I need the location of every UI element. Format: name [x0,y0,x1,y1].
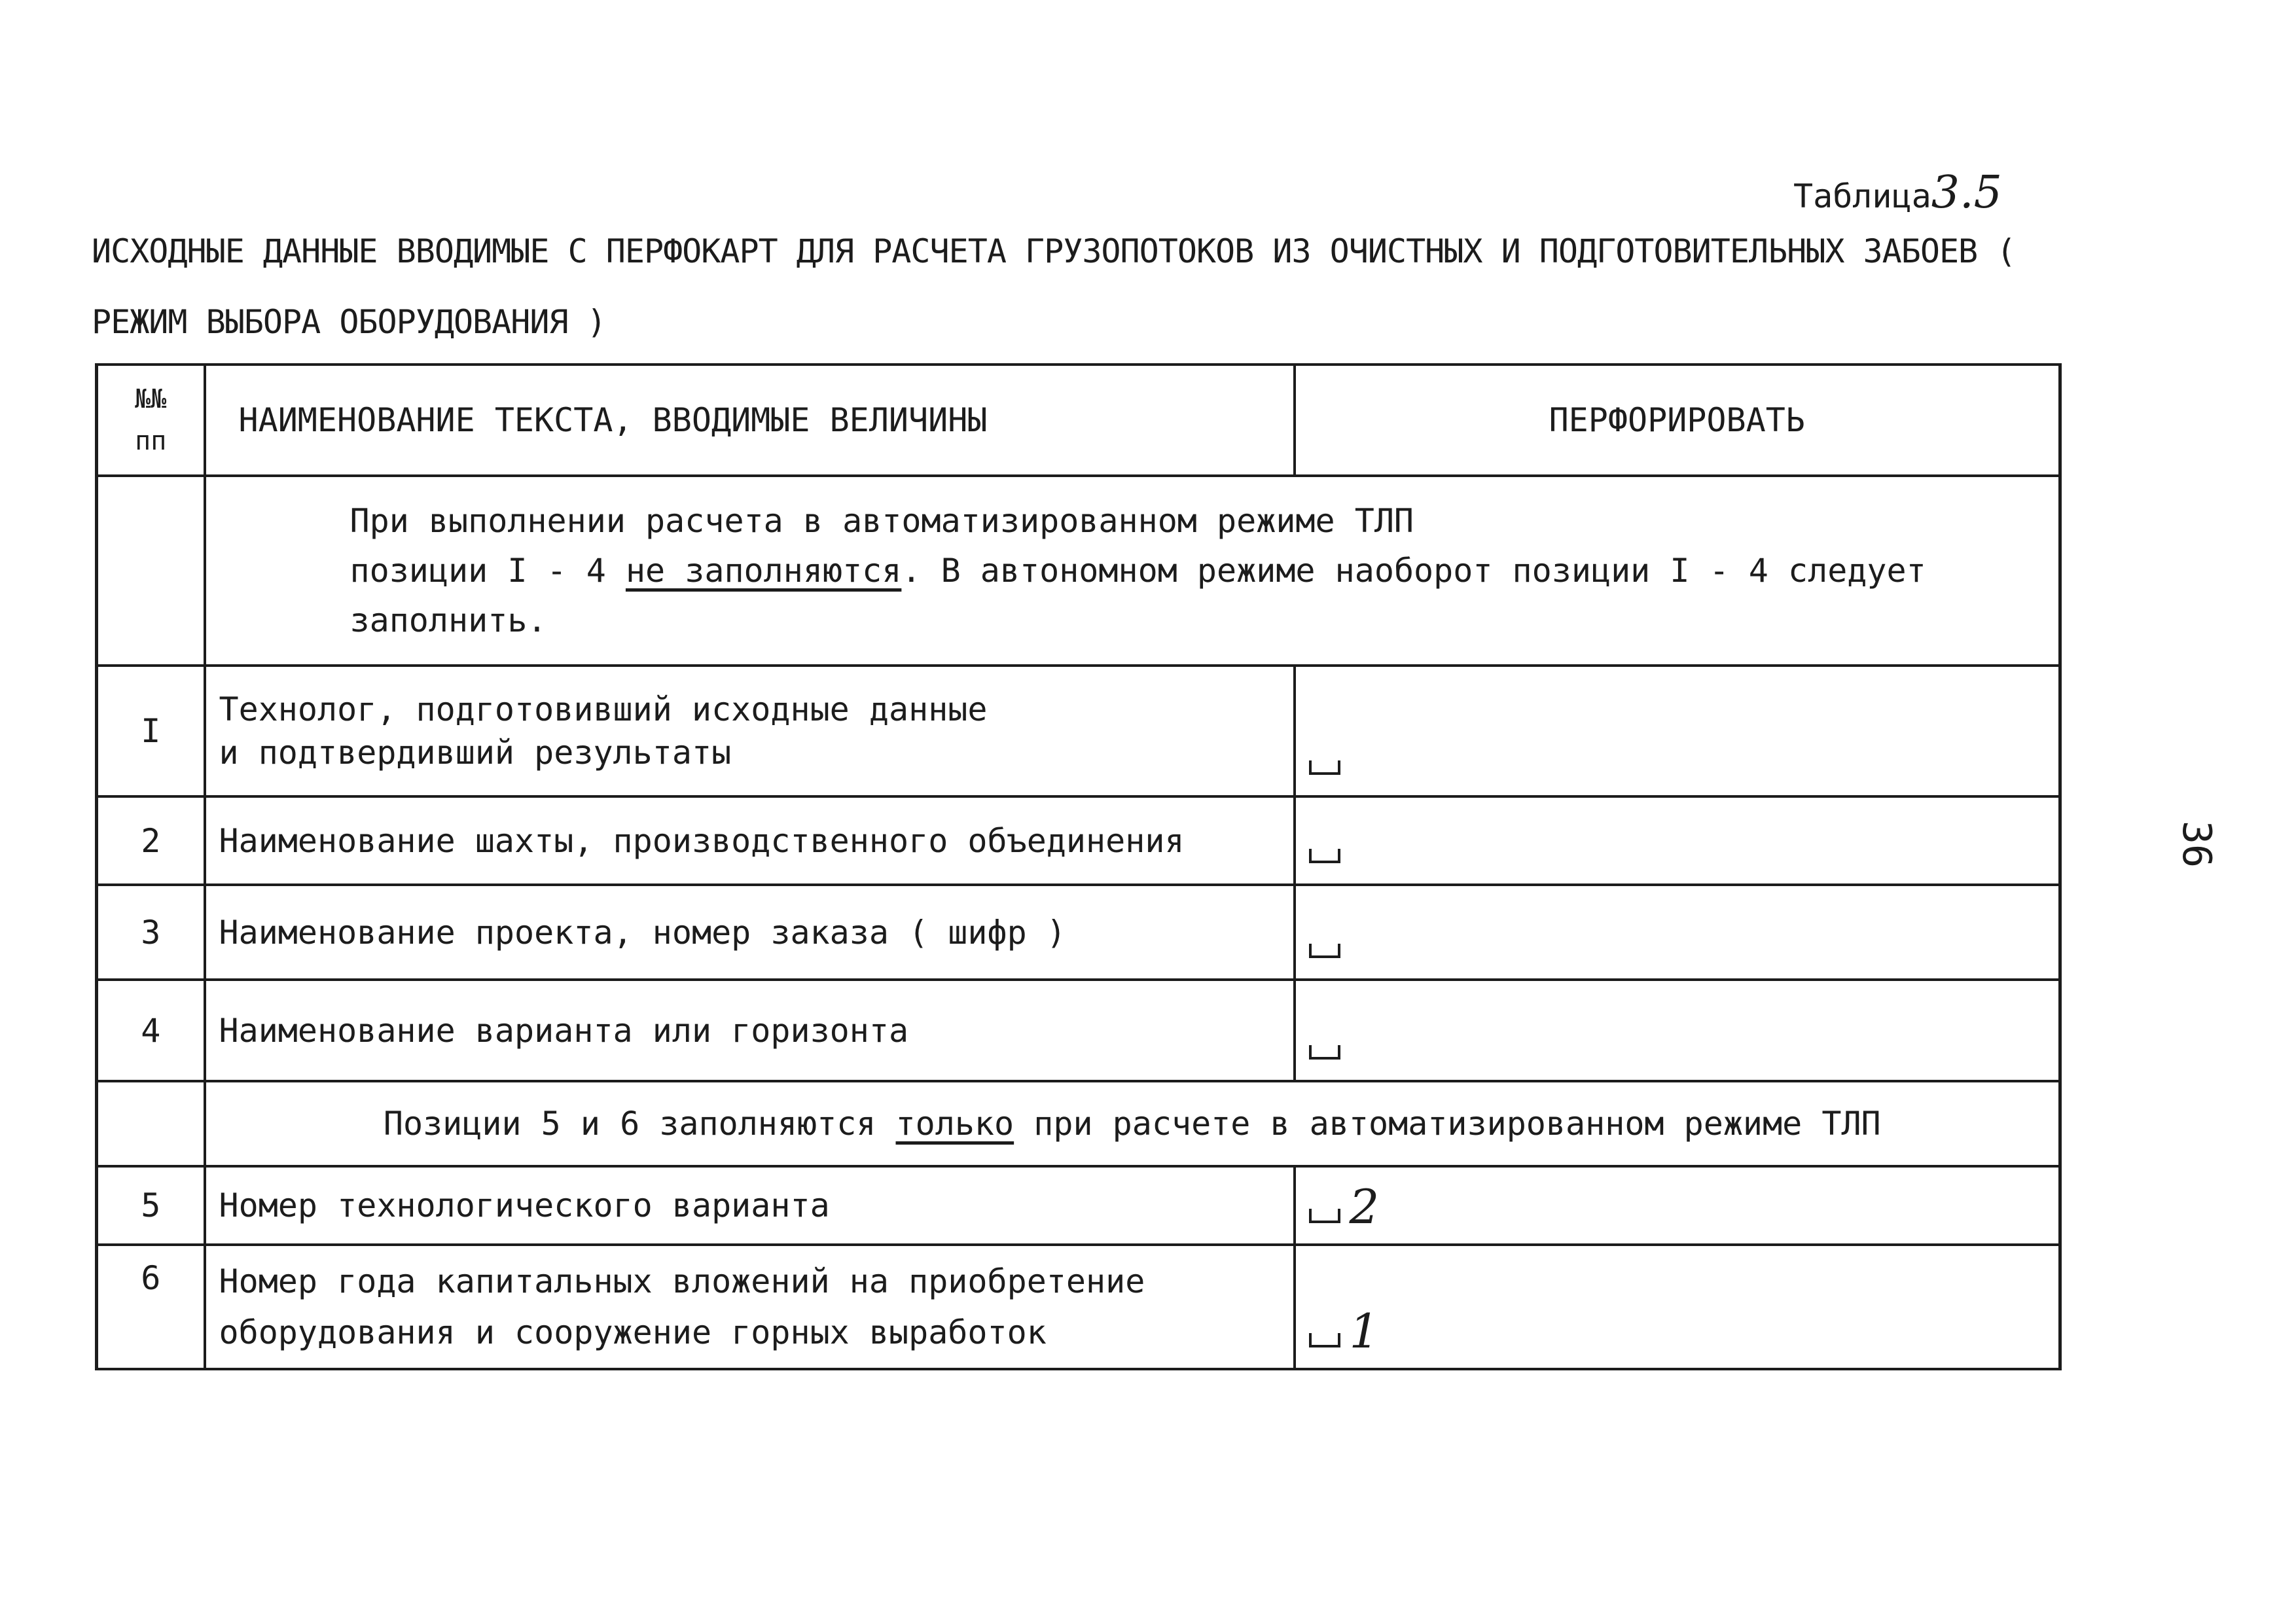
row-description-line: Технолог, подготовивший исходные данные [219,690,988,728]
header-num-cell [97,365,205,476]
table-label-number: 3.5 [1931,167,2002,219]
row-description-line: Номер года капитальных вложений на приобретение [219,1262,1145,1300]
row-description: Номер технологического варианта [205,1166,1295,1245]
note-5-6-end: при расчете в автоматизированном режиме ТЛП [1014,1105,1881,1143]
row-description-line: оборудования и сооружение горных выработок [219,1313,1047,1351]
note-5-6-underlined: только [895,1105,1014,1143]
note-underlined-text: не заполняются [625,552,902,590]
header-name-cell: НАИМЕНОВАНИЕ ТЕКСТА, ВВОДИМЫЕ ВЕЛИЧИНЫ [205,365,1295,476]
table-row [97,1245,2060,1369]
table-row [97,1166,2060,1245]
punch-field[interactable] [1295,980,2060,1081]
row-description [205,666,1295,796]
punch-field[interactable] [1295,666,2060,796]
punch-value: 2 [1349,1179,1380,1234]
note-line-2 [350,546,2046,596]
note-row-5-6 [97,1081,2060,1166]
note-cell [205,476,2060,666]
row-description: Наименование шахты, производственного объединения [205,796,1295,885]
header-num-line2: пп [135,426,167,456]
row-number: 6 [97,1245,205,1369]
punch-field[interactable] [1295,1245,2060,1369]
space-symbol-icon [1309,1209,1340,1223]
space-symbol-icon [1309,1333,1340,1347]
table-row [97,885,2060,980]
input-data-table [95,363,2062,1370]
space-symbol-icon [1309,1045,1340,1060]
note-line-2-start: позиции I - 4 [350,552,626,590]
table-label [1793,167,2002,219]
document-title: ИСХОДНЫЕ ДАННЫЕ ВВОДИМЫЕ С ПЕРФОКАРТ ДЛЯ РАСЧЕТА ГРУЗОПОТОКОВ ИЗ ОЧИСТНЫХ И ПОДГОТОВИТЕЛЬНЫХ ЗАБОЕВ ( РЕЖИМ ВЫБОРА ОБОРУДОВАНИЯ ) [92,232,2016,341]
space-symbol-icon [1309,760,1340,775]
note-line-1: При выполнении расчета в автоматизированном режиме ТЛП [350,502,1414,540]
row-number: 5 [97,1166,205,1245]
row-number: 3 [97,885,205,980]
header-num-line1: №№ [135,384,167,414]
row-number: 2 [97,796,205,885]
note-line-2-end: . В автономном режиме наоборот позиции I - 4 следует [901,552,1926,590]
table-row [97,796,2060,885]
punch-field[interactable] [1295,885,2060,980]
page-number: 36 [2174,820,2220,868]
row-number: I [97,666,205,796]
row-description [205,1245,1295,1369]
row-description: Наименование проекта, номер заказа ( шифр ) [205,885,1295,980]
note-num-cell [97,1081,205,1166]
punch-value: 1 [1349,1304,1380,1359]
row-number: 4 [97,980,205,1081]
note-line-3: заполнить. [350,601,547,639]
table-row [97,666,2060,796]
space-symbol-icon [1309,944,1340,958]
punch-field[interactable] [1295,1166,2060,1245]
table-row [97,980,2060,1081]
note-num-cell [97,476,205,666]
row-description: Наименование варианта или горизонта [205,980,1295,1081]
note-5-6-start: Позиции 5 и 6 заполняются [383,1105,896,1143]
table-header-row [97,365,2060,476]
header-punch-cell: ПЕРФОРИРОВАТЬ [1295,365,2060,476]
space-symbol-icon [1309,849,1340,863]
row-description-line: и подтвердивший результаты [219,734,732,772]
punch-field[interactable] [1295,796,2060,885]
table-label-prefix: Таблица [1793,177,1931,215]
note-5-6-cell [205,1081,2060,1166]
note-row-1-4 [97,476,2060,666]
